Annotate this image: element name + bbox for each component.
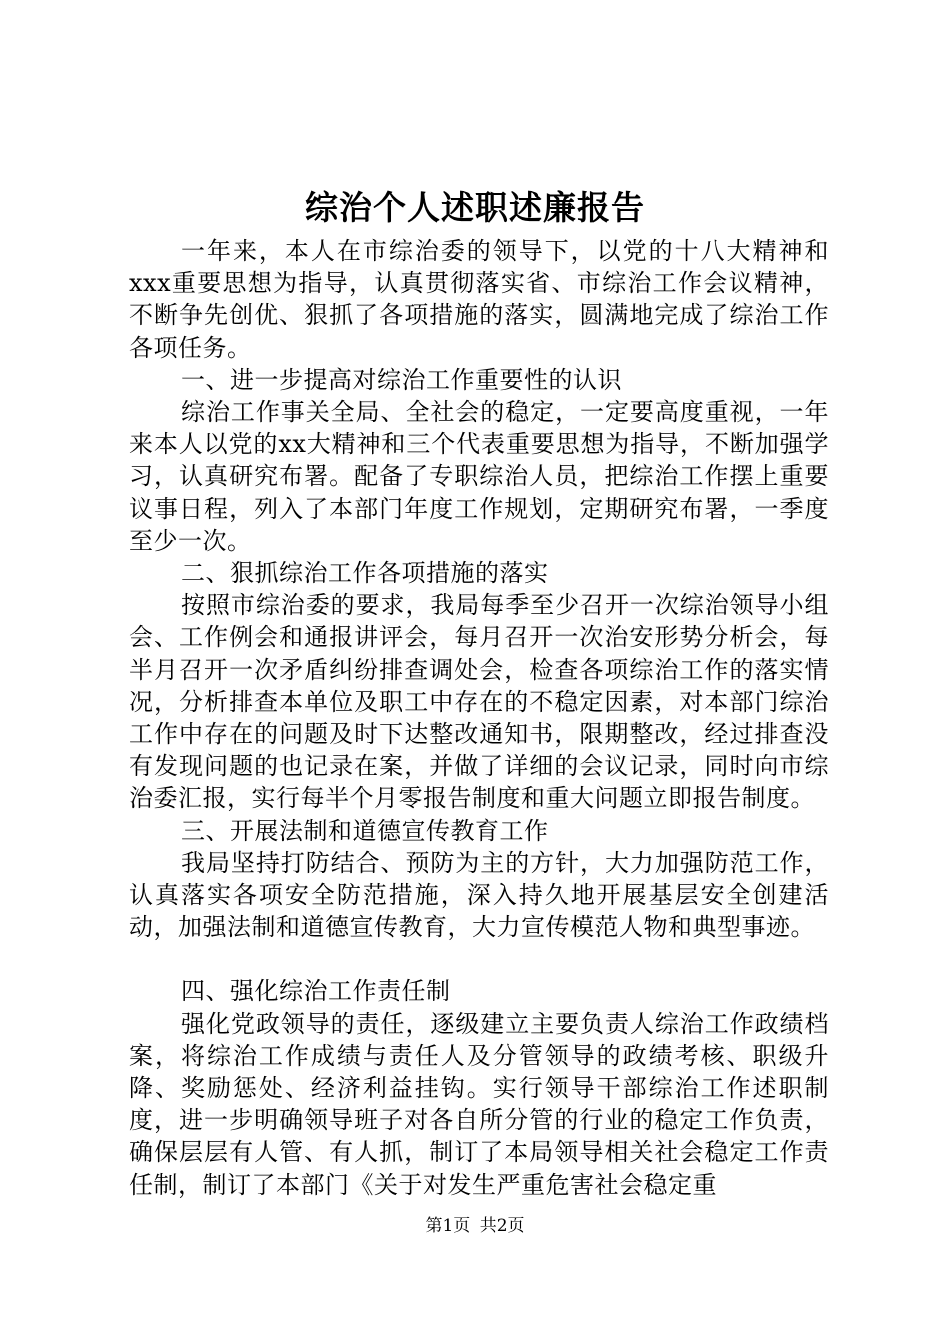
- section-3-body: 我局坚持打防结合、预防为主的方针，大力加强防范工作，认真落实各项安全防范措施，深入持久地开展基层安全创建活动，加强法制和道德宣传教育，大力宣传模范人物和典型事迹。: [129, 848, 829, 942]
- section-4-heading: 四、强化综治工作责任制: [181, 977, 451, 1006]
- total-pages: 共2页: [479, 1216, 525, 1236]
- document-title: 综治个人述职述廉报告: [305, 188, 645, 227]
- section-2-body: 按照市综治委的要求，我局每季至少召开一次综治领导小组会、工作例会和通报讲评会，每月召开一次治安形势分析会，每半月召开一次矛盾纠纷排查调处会，检查各项综治工作的落实情况，分析排查本单位及职工中存在的不稳定因素，对本部门综治工作中存在的问题及时下达整改通知书，限期整改，经过排查没有发现问题的也记录在案，并做了详细的会议记录，同时向市综治委汇报，实行每半个月零报告制度和重大问题立即报告制度。: [129, 591, 829, 813]
- section-1-heading: 一、进一步提高对综治工作重要性的认识: [181, 365, 622, 394]
- document-body: [129, 235, 829, 1201]
- page-footer: [0, 1215, 950, 1237]
- page-number: 第1页: [425, 1216, 471, 1236]
- section-3-heading: 三、开展法制和道德宣传教育工作: [181, 816, 549, 845]
- intro-paragraph: 一年来，本人在市综治委的领导下，以党的十八大精神和xxx重要思想为指导，认真贯彻落实省、市综治工作会议精神，不断争先创优、狠抓了各项措施的落实，圆满地完成了综治工作各项任务。: [129, 237, 829, 362]
- section-4-body: 强化党政领导的责任，逐级建立主要负责人综治工作政绩档案，将综治工作成绩与责任人及分管领导的政绩考核、职级升降、奖励惩处、经济利益挂钩。实行领导干部综治工作述职制度，进一步明确领导班子对各自所分管的行业的稳定工作负责，确保层层有人管、有人抓，制订了本局领导相关社会稳定工作责任制，制订了本部门《关于对发生严重危害社会稳定重: [129, 1009, 829, 1199]
- section-2-heading: 二、狠抓综治工作各项措施的落实: [181, 559, 549, 588]
- blank-line: [129, 943, 829, 975]
- section-1-body: 综治工作事关全局、全社会的稳定，一定要高度重视，一年来本人以党的xx大精神和三个代表重要思想为指导，不断加强学习，认真研究布署。配备了专职综治人员，把综治工作摆上重要议事日程，列入了本部门年度工作规划，定期研究布署，一季度至少一次。: [129, 398, 829, 555]
